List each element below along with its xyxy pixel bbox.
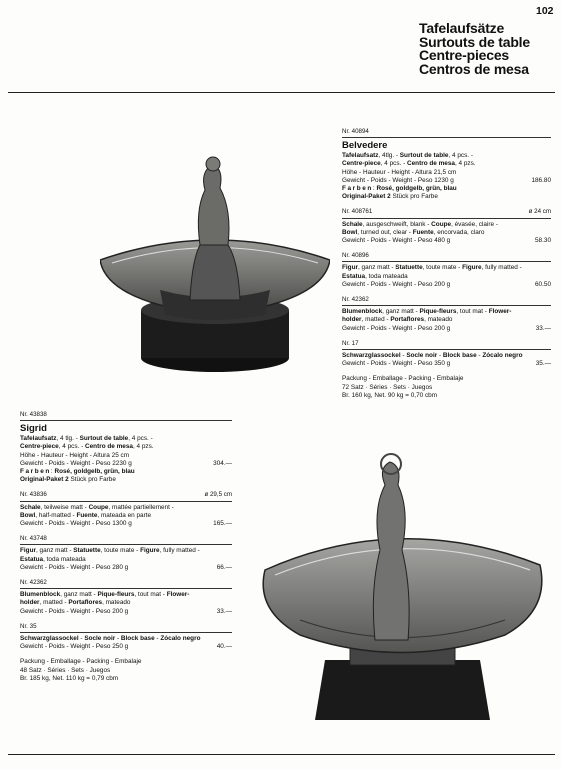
text-run: , 4 pcs. - [58,443,85,451]
description-line [342,352,551,360]
article-number: Nr. 42362 [342,296,369,304]
article-entry [342,152,551,201]
separator [342,305,551,306]
text-run: Gewicht - Poids - Weight - Peso 200 g [342,280,451,288]
separator [20,501,232,502]
text-run: Portaflores [390,316,425,324]
text-run: , fully matted - [159,547,200,555]
packing-line: 48 Satz · Séries · Sets · Juegos [20,666,111,674]
article-diameter: ø 24 cm [528,208,551,216]
text-run: Flower- [166,591,190,599]
page-number: 102 [536,5,554,17]
price: 60.50 [535,280,551,288]
text-run: Stück pro Farbe [390,193,438,201]
separator [20,420,232,421]
article-entry [20,579,232,616]
belvedere-title: Belvedere [342,140,388,152]
description-line [342,177,551,185]
text-run: Zócalo negro [160,635,201,643]
packing-line: Br. 160 kg, Net. 90 kg = 0,70 cbm [342,391,438,399]
text-run: holder [342,316,362,324]
text-run: Centre-piece [20,443,59,451]
text-run: , 4 pzs. [454,160,476,168]
price: 66.— [216,563,232,571]
price: 165.— [213,520,232,528]
article-number: Nr. 35 [20,622,37,630]
description-line [342,160,551,168]
price: 58.30 [535,237,551,245]
article-number-line [20,535,232,543]
article-number-line [342,252,551,260]
price: 304.— [213,459,232,467]
description-line [342,273,551,281]
belvedere-number: Nr. 40894 [342,128,369,135]
text-run: , toda mateada [365,272,408,280]
top-rule [8,92,555,93]
article-number-line [342,340,551,348]
packing-line: Packung - Emballage - Packing - Embalaje [20,658,142,666]
text-run: Figure [462,264,482,272]
text-run: Blumenblock [342,308,383,316]
text-run: Centro de mesa [407,160,455,168]
belvedere-packing [342,375,551,400]
article-number: Nr. 40896 [342,252,369,260]
description-line [20,452,232,460]
text-run: Original-Paket 2 [342,193,391,201]
text-run: Gewicht - Poids - Weight - Peso 200 g [342,324,451,332]
text-run: , mateada en parte [97,511,152,519]
text-run: , 4 tlg. - [56,435,80,443]
description-line [342,281,551,289]
text-run: Rosé, goldgelb, grün, blau [54,468,135,476]
text-run: Centre-piece [342,160,381,168]
text-run: Rosé, goldgelb, grün, blau [376,185,457,193]
price: 186.80 [531,176,551,184]
text-run: , mateado [102,599,131,607]
article-entry [20,623,232,652]
text-run: - [400,352,407,360]
description-line [20,556,232,564]
text-run: Gewicht - Poids - Weight - Peso 2230 g [20,459,132,467]
text-run: , 4 pzs. [132,443,154,451]
text-run: - [476,352,483,360]
description-line [20,643,232,651]
description-line [20,608,232,616]
description-line [20,504,232,512]
text-run: Schale [342,220,363,228]
article-number-line [20,579,232,587]
text-run: , évasée, claire - [451,220,498,228]
text-run: , fully matted - [481,264,522,272]
belvedere-block [342,128,551,400]
text-run: , ganz matt - [357,264,396,272]
article-number: Nr. 408761 [342,208,373,216]
heading-line-fr: Surtouts de table [419,33,530,50]
separator [20,588,232,589]
description-line [20,443,232,451]
text-run: Tafelaufsatz [20,435,57,443]
separator [20,632,232,633]
text-run: Gewicht - Poids - Weight - Peso 200 g [20,607,129,615]
text-run: , ganz matt - [382,308,420,316]
description-line [342,193,551,201]
article-number: Nr. 42362 [20,579,47,587]
text-run: , ganz matt - [35,547,74,555]
text-run: Coupe [431,220,452,228]
text-run: Figur [342,264,358,272]
article-number: Nr. 43836 [20,491,47,499]
text-run: Pique-fleurs [419,308,457,316]
heading-line-es: Centros de mesa [419,60,529,77]
description-line [342,152,551,160]
description-line [20,512,232,520]
separator [20,544,232,545]
text-run: Figure [140,547,160,555]
description-line [20,547,232,555]
text-run: Socle noir [84,635,116,643]
heading-line-en: Centre-pieces [419,47,509,63]
description-line [20,564,232,572]
text-run: Surtout de table [79,435,129,443]
text-run: holder [20,599,40,607]
heading-line-de: Tafelaufsätze [419,20,505,36]
text-run: Höhe - Hauteur - Height - Altura 25 cm [20,451,130,459]
description-line [20,635,232,643]
description-line [342,185,551,193]
text-run: Bowl [20,511,36,519]
text-run: Pique-fleurs [97,591,135,599]
text-run: Socle noir [406,352,438,360]
sigrid-items [20,435,232,651]
text-run: Flower- [488,308,512,316]
text-run: Coupe [88,503,109,511]
article-entry [342,208,551,245]
text-run: Statuette [395,264,423,272]
text-run: , teilweise matt - [40,503,89,511]
text-run: , mateado [424,316,453,324]
text-run: Gewicht - Poids - Weight - Peso 480 g [342,237,451,245]
text-run: , tout mat - [456,308,489,316]
text-run: Gewicht - Poids - Weight - Peso 250 g [20,643,129,651]
article-number-line [342,208,551,216]
article-number-line [20,623,232,631]
text-run: Schwarzglassockel [342,352,401,360]
text-run: : [372,185,377,193]
article-entry [20,491,232,528]
text-run: Farben [20,468,51,476]
description-line [20,599,232,607]
text-run: , mattée partiellement - [108,503,174,511]
description-line [342,325,551,333]
description-line [342,237,551,245]
article-entry [20,535,232,572]
text-run: Block base [120,635,155,643]
text-run: Block base [442,352,477,360]
text-run: - [78,635,85,643]
article-entry [342,296,551,333]
text-run: Fuente [412,228,434,236]
description-line [342,221,551,229]
belvedere-items [342,152,551,368]
text-run: , tout mat - [134,591,167,599]
separator [342,349,551,350]
price: 33.— [535,324,551,332]
article-diameter: ø 29,5 cm [204,491,232,499]
text-run: - [154,635,161,643]
text-run: Gewicht - Poids - Weight - Peso 350 g [342,360,451,368]
text-run: , toda mateada [43,555,86,563]
text-run: , toute mate - [100,547,141,555]
text-run: Gewicht - Poids - Weight - Peso 1230 g [342,176,454,184]
text-run: : [50,468,55,476]
text-run: Portaflores [68,599,103,607]
text-run: Bowl [342,228,358,236]
separator [342,261,551,262]
text-run: Gewicht - Poids - Weight - Peso 1300 g [20,520,132,528]
text-run: , matted - [361,316,391,324]
article-number: Nr. 43748 [20,535,47,543]
packing-line: 72 Satz · Séries · Sets · Juegos [342,383,433,391]
text-run: Farben [342,185,373,193]
text-run: Stück pro Farbe [68,476,116,484]
page-heading [419,22,530,76]
text-run: , 4 pcs. - [380,160,407,168]
text-run: Estatua [20,555,44,563]
text-run: , 4 pcs. - [128,435,153,443]
description-line [342,360,551,368]
text-run: Schwarzglassockel [20,635,79,643]
description-line [20,476,232,484]
text-run: Gewicht - Poids - Weight - Peso 280 g [20,563,129,571]
description-line [342,308,551,316]
description-line [20,460,232,468]
text-run: Statuette [73,547,101,555]
text-run: , turned out, clear - [357,228,413,236]
text-run: Tafelaufsatz [342,152,379,160]
separator [342,218,551,219]
text-run: , 4tlg. - [378,152,400,160]
description-line [20,591,232,599]
text-run: , encorvada, claro [433,228,485,236]
text-run: - [115,635,121,643]
sigrid-number: Nr. 43838 [20,411,47,418]
text-run: , matted - [39,599,69,607]
text-run: Zócalo negro [482,352,523,360]
text-run: , ganz matt - [60,591,98,599]
description-line [342,169,551,177]
text-run: , half-matted - [35,511,77,519]
price: 35.— [535,360,551,368]
text-run: Blumenblock [20,591,61,599]
description-line [342,264,551,272]
text-run: Centro de mesa [85,443,133,451]
article-number: Nr. 17 [342,339,359,347]
sigrid-packing [20,658,232,683]
sigrid-centrepiece-photo [250,450,555,730]
packing-line: Br. 185 kg, Net. 110 kg = 0,79 cbm [20,674,119,682]
description-line [342,229,551,237]
text-run: - [437,352,443,360]
text-run: Original-Paket 2 [20,476,69,484]
separator [342,137,551,138]
sigrid-block [20,411,232,683]
price: 40.— [216,643,232,651]
belvedere-centrepiece-photo [100,150,330,375]
text-run: Estatua [342,272,366,280]
description-line [20,435,232,443]
article-entry [342,252,551,289]
text-run: Surtout de table [399,152,449,160]
text-run: , ausgeschweift, blank - [362,220,432,228]
description-line [342,316,551,324]
text-run: , 4 pcs. - [448,152,473,160]
bottom-rule [8,754,555,755]
article-entry [20,435,232,484]
article-number-line [342,296,551,304]
sigrid-title: Sigrid [20,423,47,435]
text-run: Höhe - Hauteur - Height - Altura 21,5 cm [342,168,457,176]
description-line [20,468,232,476]
text-run: , toute mate - [422,264,463,272]
article-entry [342,340,551,369]
packing-line: Packung - Emballage - Packing - Embalaje [342,375,464,383]
text-run: Fuente [76,511,98,519]
article-number-line [20,491,232,499]
text-run: Figur [20,547,36,555]
description-line [20,520,232,528]
text-run: Schale [20,503,41,511]
price: 33.— [216,607,232,615]
